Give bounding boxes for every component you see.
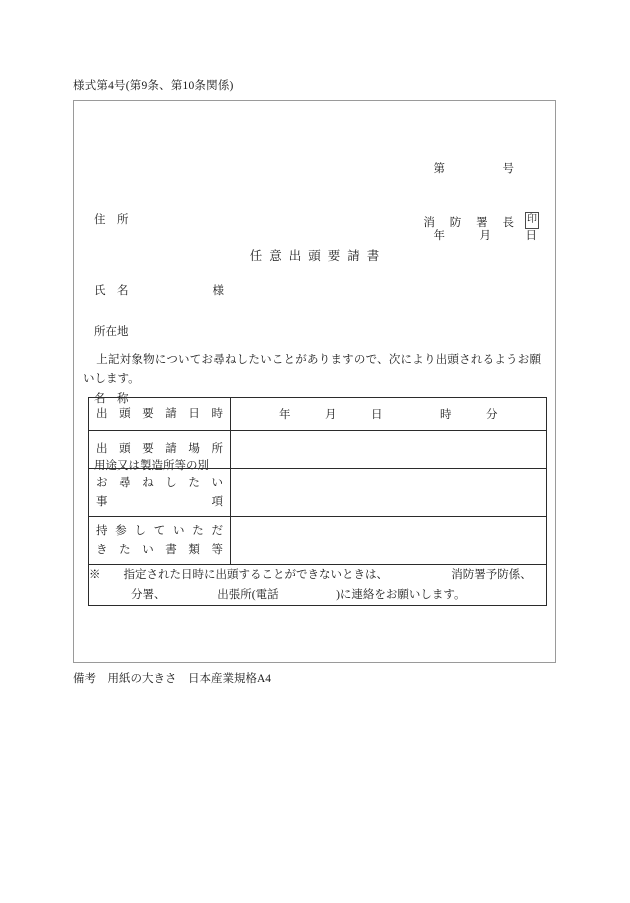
row-value-appearance-datetime[interactable] [231,398,547,431]
name-label: 氏 名 [94,284,129,297]
page-title: 任意出頭要請書 [249,249,387,263]
row-label-text: 出頭要請場所 [96,443,223,456]
body-paragraph [83,351,541,389]
table-row [89,469,547,517]
row-label-text: 出頭要請日時 [96,407,223,420]
issuer-block [423,213,539,230]
request-details-table [88,397,547,606]
row-label-text-line2: きたい書類等 [96,543,223,556]
table-row [89,431,547,469]
form-outer-frame [73,100,556,663]
body-paragraph-text: 上記対象物についてお尋ねしたいことがありますので、次により出頭されるようお願いします。 [83,354,541,385]
row-value-inquiry-items[interactable] [231,469,547,517]
seal-stamp-icon: 印 [525,212,539,229]
datetime-fields-text: 年 月 日 時 分 [279,409,498,421]
paper-size-remark: 備考 用紙の大きさ 日本産業規格A4 [73,673,272,685]
row-label-text-line1: お尋ねしたい [96,477,223,490]
row-label-appearance-place [89,431,231,469]
row-label-text-line2: 事 項 [96,495,223,508]
row-label-appearance-datetime [89,398,231,431]
honorific-label: 様 [212,284,224,297]
table-row [89,398,547,431]
form-number-label: 様式第4号(第9条、第10条関係) [73,80,234,92]
facility-name-label: 名 称 [94,393,129,406]
row-value-documents-to-bring[interactable] [231,517,547,565]
row-label-inquiry-items [89,469,231,517]
document-number-label: 第 号 [433,162,514,175]
table-row-note [89,565,547,606]
address-label: 住 所 [94,214,129,227]
table-row [89,517,547,565]
row-value-appearance-place[interactable] [231,431,547,469]
usage-label: 用途又は製造所等の別 [94,460,209,473]
location-label: 所在地 [94,325,129,338]
contact-note-line2: 分署、 出張所(電話 )に連絡をお願いします。 [131,589,466,602]
contact-note-line1: ※ 指定された日時に出頭することができないときは、 消防署予防係、 [89,569,532,581]
row-label-documents-to-bring [89,517,231,565]
issuer-title-label: 消 防 署 長 [423,216,520,229]
contact-note [89,565,547,606]
document-number-and-date [434,113,538,292]
document-date-label: 年 月 日 [433,230,537,243]
row-label-text-line1: 持参していただ [96,525,223,538]
